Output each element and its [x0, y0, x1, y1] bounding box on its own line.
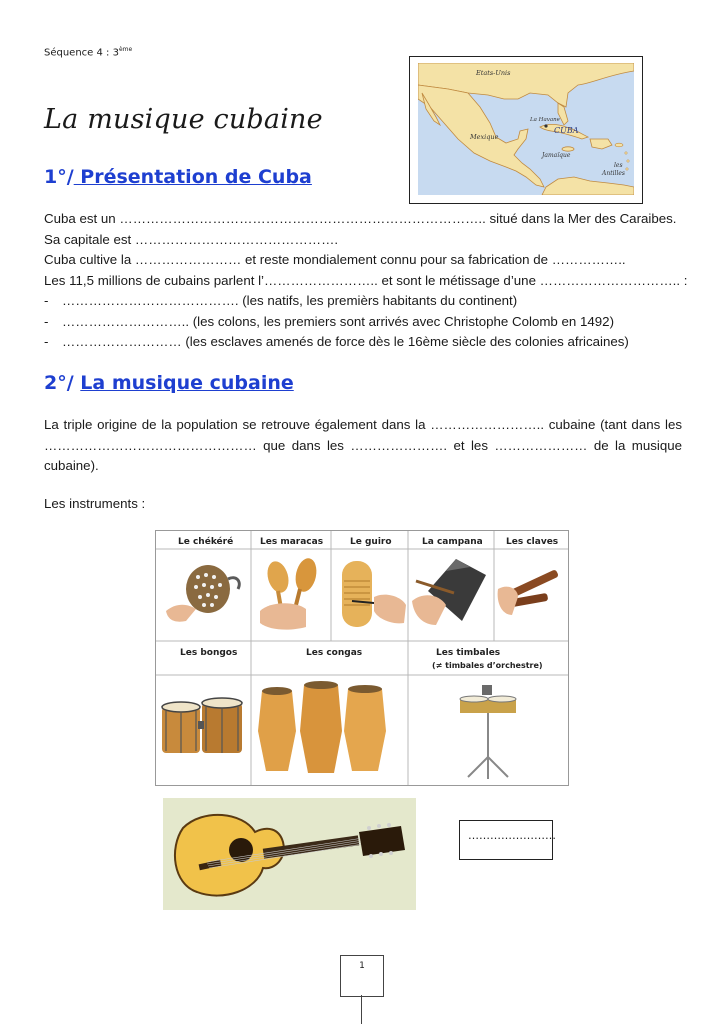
section1-line: Les 11,5 millions de cubains parlent l’…………………….. et sont le métissage d’une ………………………….. :	[44, 272, 688, 288]
claves-illustration	[498, 569, 559, 615]
section1-line: Cuba cultive la …………………… et reste mondialement connu pour sa fabrication de ……………..	[44, 252, 626, 267]
label-timbales-note: (≠ timbales d’orchestre)	[432, 661, 543, 670]
section1-line: Sa capitale est ……………………………………….	[44, 231, 339, 247]
campana-illustration	[412, 559, 486, 625]
instruments-illustration	[156, 531, 568, 785]
section1-heading: 1°/ Présentation de Cuba	[44, 166, 312, 188]
guiro-illustration	[342, 561, 406, 627]
maracas-illustration	[260, 556, 319, 629]
page-number: 1	[359, 961, 365, 971]
label-congas: Les congas	[306, 648, 363, 658]
section1-bullet: - ……………………….. (les colons, les premiers sont arrivés avec Christophe Colomb en 1492)	[44, 313, 615, 329]
section1-line: Cuba est un ……………………………………………………………………….. situé dans la Mer des Caraibes.	[44, 211, 677, 226]
guitar-illustration	[163, 798, 416, 910]
page-number-box	[340, 955, 384, 997]
instruments-label: Les instruments :	[44, 496, 146, 511]
map-label-antilles-2: Antilles	[602, 170, 625, 177]
map-label-jamaica: Jamaïque	[542, 152, 571, 159]
section2-heading: 2°/ La musique cubaine	[44, 372, 294, 394]
sequence-label: Séquence 4 : 3ème	[44, 46, 133, 59]
instruments-table	[155, 530, 569, 786]
label-guiro: Le guiro	[350, 537, 392, 547]
page-title: La musique cubaine	[44, 104, 323, 135]
guitar-picture	[163, 798, 416, 910]
congas-illustration	[258, 681, 386, 773]
chekere-illustration	[166, 565, 239, 622]
guitar-answer-blank: ……………………	[468, 829, 556, 842]
page-number-line	[361, 995, 362, 1024]
label-timbales: Les timbales	[436, 648, 501, 658]
guitar-answer-box[interactable]	[459, 820, 556, 860]
label-campana: La campana	[422, 537, 483, 547]
map-label-antilles-1: les	[614, 162, 623, 169]
map-illustration	[418, 63, 634, 195]
cuba-map	[409, 56, 643, 204]
bongos-illustration	[162, 698, 242, 753]
section1-body	[44, 209, 688, 353]
section1-bullet: - …………………………………. (les natifs, les premièrs habitants du continent)	[44, 293, 518, 308]
label-chekere: Le chékéré	[178, 537, 234, 547]
section1-bullet: - ……………………… (les esclaves amenés de force dès le 16ème siècle des colonies africaines)	[44, 334, 629, 349]
map-label-cuba: CUBA	[554, 126, 579, 135]
timbales-illustration	[460, 685, 516, 779]
label-claves: Les claves	[506, 537, 559, 547]
label-bongos: Les bongos	[180, 648, 238, 658]
map-label-usa: Etats-Unis	[476, 69, 511, 77]
map-label-havana: La Havane	[530, 117, 560, 123]
map-label-mexico: Mexique	[470, 133, 499, 141]
section2-paragraph: La triple origine de la population se retrouve également dans la …………………….. cubaine (tant dans les ………………………………………… que dans les …………………. et les ………………… de la musique cubaine).	[44, 417, 682, 473]
label-maracas: Les maracas	[260, 537, 324, 547]
